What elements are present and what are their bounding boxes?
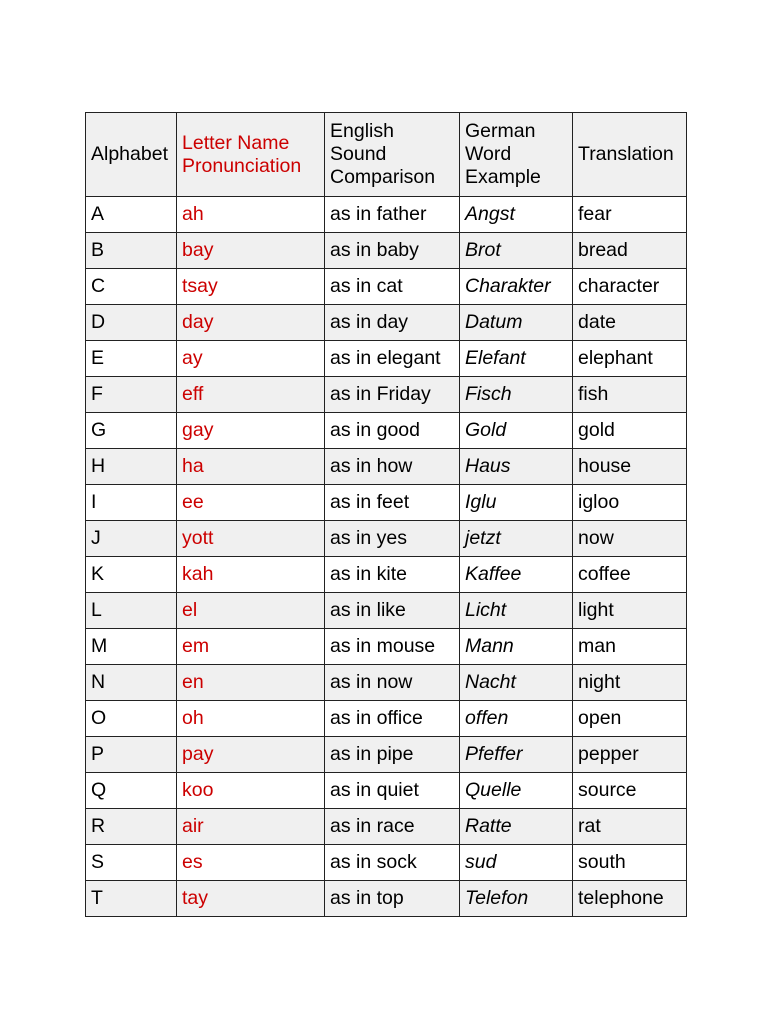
cell-german-word: offen bbox=[460, 701, 573, 737]
cell-english-comparison: as in cat bbox=[325, 269, 460, 305]
cell-translation: coffee bbox=[573, 557, 687, 593]
cell-german-word: jetzt bbox=[460, 521, 573, 557]
cell-letter-name: ee bbox=[177, 485, 325, 521]
header-german-word: German Word Example bbox=[460, 113, 573, 197]
cell-german-word: Datum bbox=[460, 305, 573, 341]
cell-translation: now bbox=[573, 521, 687, 557]
cell-translation: pepper bbox=[573, 737, 687, 773]
cell-letter-name: em bbox=[177, 629, 325, 665]
cell-letter: N bbox=[86, 665, 177, 701]
table-header bbox=[86, 113, 687, 197]
cell-letter: R bbox=[86, 809, 177, 845]
cell-german-word: Ratte bbox=[460, 809, 573, 845]
cell-letter-name: el bbox=[177, 593, 325, 629]
cell-letter: H bbox=[86, 449, 177, 485]
cell-german-word: Pfeffer bbox=[460, 737, 573, 773]
cell-english-comparison: as in kite bbox=[325, 557, 460, 593]
cell-german-word: Elefant bbox=[460, 341, 573, 377]
cell-letter-name: ha bbox=[177, 449, 325, 485]
cell-letter: F bbox=[86, 377, 177, 413]
cell-letter: A bbox=[86, 197, 177, 233]
cell-english-comparison: as in good bbox=[325, 413, 460, 449]
table-row bbox=[86, 665, 687, 701]
cell-english-comparison: as in race bbox=[325, 809, 460, 845]
cell-letter: D bbox=[86, 305, 177, 341]
cell-letter: I bbox=[86, 485, 177, 521]
cell-translation: man bbox=[573, 629, 687, 665]
cell-letter-name: tay bbox=[177, 881, 325, 917]
cell-german-word: sud bbox=[460, 845, 573, 881]
table-row bbox=[86, 269, 687, 305]
cell-translation: open bbox=[573, 701, 687, 737]
cell-letter: T bbox=[86, 881, 177, 917]
cell-letter: P bbox=[86, 737, 177, 773]
table-row bbox=[86, 521, 687, 557]
cell-letter-name: yott bbox=[177, 521, 325, 557]
cell-english-comparison: as in how bbox=[325, 449, 460, 485]
cell-letter: L bbox=[86, 593, 177, 629]
cell-german-word: Iglu bbox=[460, 485, 573, 521]
cell-german-word: Haus bbox=[460, 449, 573, 485]
cell-german-word: Gold bbox=[460, 413, 573, 449]
table-row bbox=[86, 773, 687, 809]
cell-translation: house bbox=[573, 449, 687, 485]
table-row bbox=[86, 233, 687, 269]
cell-english-comparison: as in baby bbox=[325, 233, 460, 269]
cell-letter: M bbox=[86, 629, 177, 665]
cell-letter: J bbox=[86, 521, 177, 557]
cell-english-comparison: as in top bbox=[325, 881, 460, 917]
cell-german-word: Charakter bbox=[460, 269, 573, 305]
header-row bbox=[86, 113, 687, 197]
cell-english-comparison: as in office bbox=[325, 701, 460, 737]
cell-letter-name: air bbox=[177, 809, 325, 845]
cell-translation: rat bbox=[573, 809, 687, 845]
cell-letter-name: gay bbox=[177, 413, 325, 449]
cell-german-word: Quelle bbox=[460, 773, 573, 809]
table-row bbox=[86, 629, 687, 665]
cell-letter-name: kah bbox=[177, 557, 325, 593]
cell-german-word: Brot bbox=[460, 233, 573, 269]
header-letter-name: Letter Name Pronunciation bbox=[177, 113, 325, 197]
cell-english-comparison: as in elegant bbox=[325, 341, 460, 377]
table-row bbox=[86, 485, 687, 521]
cell-letter-name: oh bbox=[177, 701, 325, 737]
table-row bbox=[86, 845, 687, 881]
cell-english-comparison: as in feet bbox=[325, 485, 460, 521]
cell-translation: bread bbox=[573, 233, 687, 269]
cell-letter-name: en bbox=[177, 665, 325, 701]
cell-english-comparison: as in now bbox=[325, 665, 460, 701]
cell-translation: light bbox=[573, 593, 687, 629]
cell-german-word: Mann bbox=[460, 629, 573, 665]
table-row bbox=[86, 809, 687, 845]
cell-german-word: Angst bbox=[460, 197, 573, 233]
cell-english-comparison: as in sock bbox=[325, 845, 460, 881]
table-row bbox=[86, 413, 687, 449]
header-english-sound: English Sound Comparison bbox=[325, 113, 460, 197]
cell-letter: K bbox=[86, 557, 177, 593]
cell-letter: O bbox=[86, 701, 177, 737]
table-row bbox=[86, 197, 687, 233]
cell-english-comparison: as in quiet bbox=[325, 773, 460, 809]
cell-english-comparison: as in yes bbox=[325, 521, 460, 557]
cell-english-comparison: as in like bbox=[325, 593, 460, 629]
table-row bbox=[86, 737, 687, 773]
cell-letter: B bbox=[86, 233, 177, 269]
cell-letter-name: bay bbox=[177, 233, 325, 269]
cell-german-word: Fisch bbox=[460, 377, 573, 413]
table-row bbox=[86, 377, 687, 413]
cell-translation: date bbox=[573, 305, 687, 341]
cell-german-word: Kaffee bbox=[460, 557, 573, 593]
table-row bbox=[86, 701, 687, 737]
cell-translation: south bbox=[573, 845, 687, 881]
table-row bbox=[86, 341, 687, 377]
cell-english-comparison: as in mouse bbox=[325, 629, 460, 665]
cell-english-comparison: as in day bbox=[325, 305, 460, 341]
table-row bbox=[86, 881, 687, 917]
cell-english-comparison: as in father bbox=[325, 197, 460, 233]
cell-translation: igloo bbox=[573, 485, 687, 521]
cell-english-comparison: as in Friday bbox=[325, 377, 460, 413]
header-translation: Translation bbox=[573, 113, 687, 197]
cell-translation: gold bbox=[573, 413, 687, 449]
cell-german-word: Licht bbox=[460, 593, 573, 629]
cell-letter: C bbox=[86, 269, 177, 305]
cell-translation: character bbox=[573, 269, 687, 305]
cell-english-comparison: as in pipe bbox=[325, 737, 460, 773]
table-row bbox=[86, 593, 687, 629]
cell-letter-name: koo bbox=[177, 773, 325, 809]
cell-letter-name: eff bbox=[177, 377, 325, 413]
cell-translation: fish bbox=[573, 377, 687, 413]
cell-translation: fear bbox=[573, 197, 687, 233]
cell-letter-name: ah bbox=[177, 197, 325, 233]
table-row bbox=[86, 557, 687, 593]
table-body bbox=[86, 197, 687, 917]
table-row bbox=[86, 305, 687, 341]
cell-translation: telephone bbox=[573, 881, 687, 917]
cell-letter-name: ay bbox=[177, 341, 325, 377]
german-alphabet-table bbox=[85, 112, 687, 917]
cell-german-word: Nacht bbox=[460, 665, 573, 701]
cell-letter: Q bbox=[86, 773, 177, 809]
cell-translation: source bbox=[573, 773, 687, 809]
table-row bbox=[86, 449, 687, 485]
cell-letter: E bbox=[86, 341, 177, 377]
header-alphabet: Alphabet bbox=[86, 113, 177, 197]
cell-letter-name: tsay bbox=[177, 269, 325, 305]
cell-letter-name: es bbox=[177, 845, 325, 881]
cell-letter: G bbox=[86, 413, 177, 449]
cell-letter-name: day bbox=[177, 305, 325, 341]
cell-translation: elephant bbox=[573, 341, 687, 377]
cell-letter-name: pay bbox=[177, 737, 325, 773]
cell-letter: S bbox=[86, 845, 177, 881]
cell-german-word: Telefon bbox=[460, 881, 573, 917]
cell-translation: night bbox=[573, 665, 687, 701]
